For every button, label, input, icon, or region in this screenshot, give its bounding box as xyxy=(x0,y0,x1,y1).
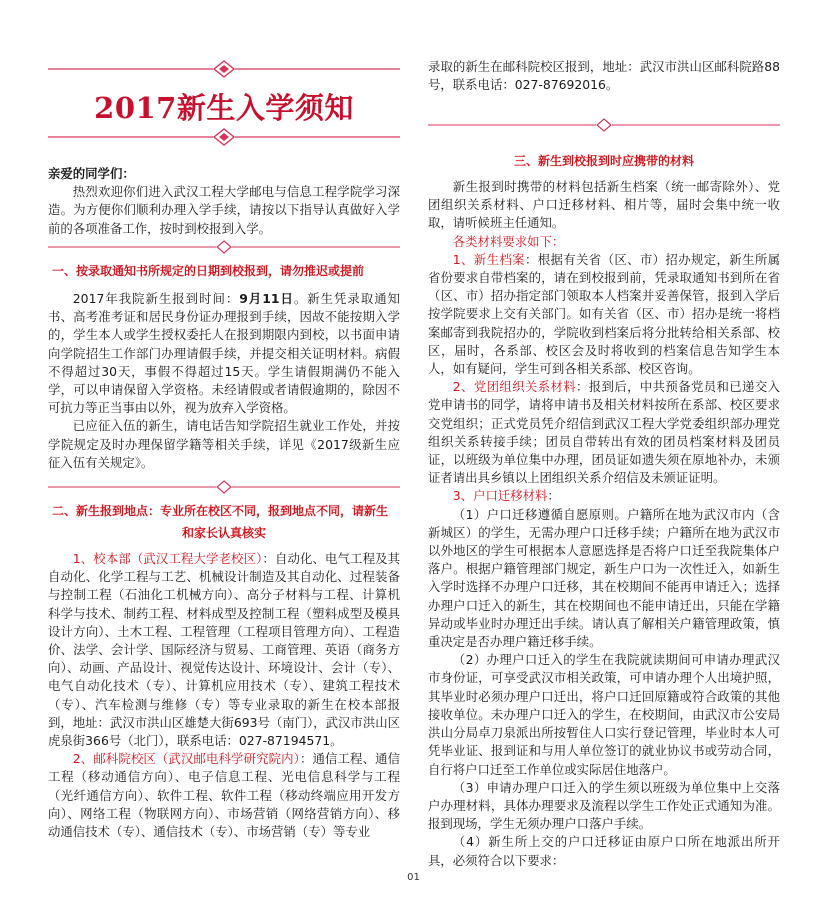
section2-heading-line2: 和家长认真核实 xyxy=(181,526,266,540)
section1-body xyxy=(48,290,400,472)
report-date-prefix: 2017年我院新生报到时间： xyxy=(72,291,240,306)
requirements-title: 各类材料要求如下： xyxy=(452,233,565,249)
campus1-label: 1、校本部（武汉工程大学老校区） xyxy=(72,551,263,566)
household-sub1: （1）户口迁移遵循自愿原则。户籍所在地为武汉市内（含新城区）的学生，无需办理户口迁移手续；户籍所在地为武汉市以外地区的学生可根据本人意愿选择是否将户口迁至我院集体户落户。根据户籍管理部门规定，新生户口为一次性迁入，如新生入学时选择不办理户口迁移，其在校期间不能再申请迁入；选择办理户口迁入的新生，其在校期间也不能申请迁出，只能在学籍异动或毕业时办理迁出手续。请认真了解相关户籍管理政策，慎重决定是否办理户籍迁移手续。 xyxy=(428,506,780,650)
item3-label: 3、户口迁移材料 xyxy=(452,488,548,504)
page-title: 2017新生入学须知 xyxy=(94,91,354,125)
section1-heading: 一、按录取通知书所规定的日期到校报到，请勿推迟或提前 xyxy=(52,264,365,278)
campus1-text: ：自动化、电气工程及其自动化、化学工程与工艺、机械设计制造及其自动化、过程装备与控制工程（石油化工机械方向）、高分子材料与工程、计算机科学与技术、制药工程、材料成型及控制工程（塑料成型及模具设计方向）、土木工程、工程管理（工程项目管理方向）、工程造价、法学、会计学、国际经济与贸易、工商管理、英语（商务方向）、动画、产品设计、视觉传达设计、环境设计、会计（专）、电气自动化技术（专）、计算机应用技术（专）、建筑工程技术（专）、汽车检测与维修（专）等专业录取的新生在校本部报到，地址：武汉市洪山区雄楚大街693号（南门），武汉市洪山区虎泉街366号（北门），联系电话：027-87194571。 xyxy=(48,551,401,749)
intro-block xyxy=(48,165,400,238)
section2-heading-line1: 二、新生报到地点：专业所在校区不同，报到地点不同，请新生 xyxy=(52,504,389,518)
intro-paragraph: 热烈欢迎你们进入武汉工程大学邮电与信息工程学院学习深造。为方便你们顺利办理入学手续，请按以下指导认真做好入学前的各项准备工作，按时到校报到入学。 xyxy=(48,184,400,236)
section-divider xyxy=(48,238,400,256)
item2-text: ：报到后，中共预备党员和已递交入党申请书的同学，请将申请书及相关材料按所在系部、校区要求交党组织；正式党员凭介绍信到武汉工程大学党委组织部办理党组织关系转接手续；团员自带转出有效的团员档案材料及团员证，以班级为单位集中办理，团员证如遗失须在原地补办，未颁证者请出具乡镇以上团组织关系介绍信及未颁证证明。 xyxy=(428,379,780,486)
section-divider xyxy=(48,478,400,496)
item1-label: 1、新生档案 xyxy=(452,251,525,267)
campus2-paragraph xyxy=(48,750,400,841)
report-date: 9月11日 xyxy=(239,291,294,306)
section2-body xyxy=(48,550,400,841)
item1-text: ：根据有关省（区、市）招办规定，新生所属省份要求自带档案的，请在到校报到前，凭录取通知书到所在省（区、市）招办指定部门领取本人档案并妥善保管，报到入学后按学院要求上交有关部门。如有关省（区、市）招办是统一将档案邮寄到我院招办的，学院收到档案后将分批转给相关系部、校区，届时，各系部、校区会及时将收到的档案信息告知学生本人，如有疑问，学生可到各相关系部、校区咨询。 xyxy=(428,251,781,377)
campus2-continued-text: 录取的新生在邮科院校区报到，地址：武汉市洪山区邮科院路88号，联系电话：027-87692016。 xyxy=(428,59,780,93)
section1-paragraph2: 已应征入伍的新生，请电话告知学院招生就业工作处，并按学院规定及时办理保留学籍等相关手续，详见《2017级新生应征入伍有关规定》。 xyxy=(48,418,400,470)
household-sub3: （3）申请办理户口迁入的学生须以班级为单位集中上交落户办理材料，具体办理要求及流程以学生工作处正式通知为准。报到现场，学生无须办理户口落户手续。 xyxy=(428,779,780,832)
item1-paragraph xyxy=(428,251,780,378)
campus1-paragraph xyxy=(48,550,400,750)
report-date-suffix: 。新生凭录取通知书、高考准考证和居民身份证办理报到手续，因故不能按期入学的，学生本人或学生授权委托人在报到期限内到校，以书面申请向学院招生工作部门办理请假手续，并提交相关证明材料。病假不得超过30天，事假不得超过15天。学生请假期满仍不能入学，可以申请保留入学资格。未经请假或者请假逾期的，除因不可抗力等正当事由以外，视为放弃入学资格。 xyxy=(48,291,400,416)
item3-paragraph xyxy=(428,487,780,505)
section3-intro: 新生报到时携带的材料包括新生档案（统一邮寄除外）、党团组织关系材料、户口迁移材料、相片等，届时会集中统一收取，请听候班主任通知。 xyxy=(428,179,780,231)
item3-text: ： xyxy=(547,488,560,504)
item2-label: 2、党团组织关系材料 xyxy=(452,379,577,395)
greeting: 亲爱的同学们： xyxy=(48,166,135,181)
page-number: 01 xyxy=(407,872,420,883)
section3-body xyxy=(428,178,780,870)
title-ornament-bottom xyxy=(48,126,400,148)
item2-paragraph xyxy=(428,378,780,487)
section3-heading: 三、新生到校报到时应携带的材料 xyxy=(513,154,694,168)
title-ornament-top xyxy=(48,58,400,80)
household-sub2: （2）办理户口迁入的学生在我院就读期间可申请办理武汉市身份证，可享受武汉市相关政策，可申请办理个人出境护照，其毕业时必须办理户口迁出，将户口迁回原籍或符合政策的其他接收单位。未办理户口迁入的学生，在校期间，由武汉市公安局洪山分局卓刀泉派出所按暂住人口实行登记管理，毕业时本人可凭毕业证、报到证和与用人单位签订的就业协议书或劳动合同，自行将户口迁至工作单位或实际居住地落户。 xyxy=(428,652,780,777)
section-divider xyxy=(428,116,780,134)
section1-paragraph1 xyxy=(48,290,400,417)
campus2-label: 2、邮科院校区（武汉邮电科学研究院内） xyxy=(72,751,300,767)
household-sub4: （4）新生所上交的户口迁移证由原户口所在地派出所开具，必须符合以下要求： xyxy=(428,834,780,868)
campus2-continuation xyxy=(428,58,780,94)
campus2-text: ：通信工程、通信工程（移动通信方向）、电子信息工程、光电信息科学与工程（光纤通信方向）、软件工程、软件工程（移动终端应用开发方向）、网络工程（物联网方向）、市场营销（网络营销方向）、移动通信技术（专）、通信技术（专）、市场营销（专）等专业 xyxy=(48,751,400,840)
